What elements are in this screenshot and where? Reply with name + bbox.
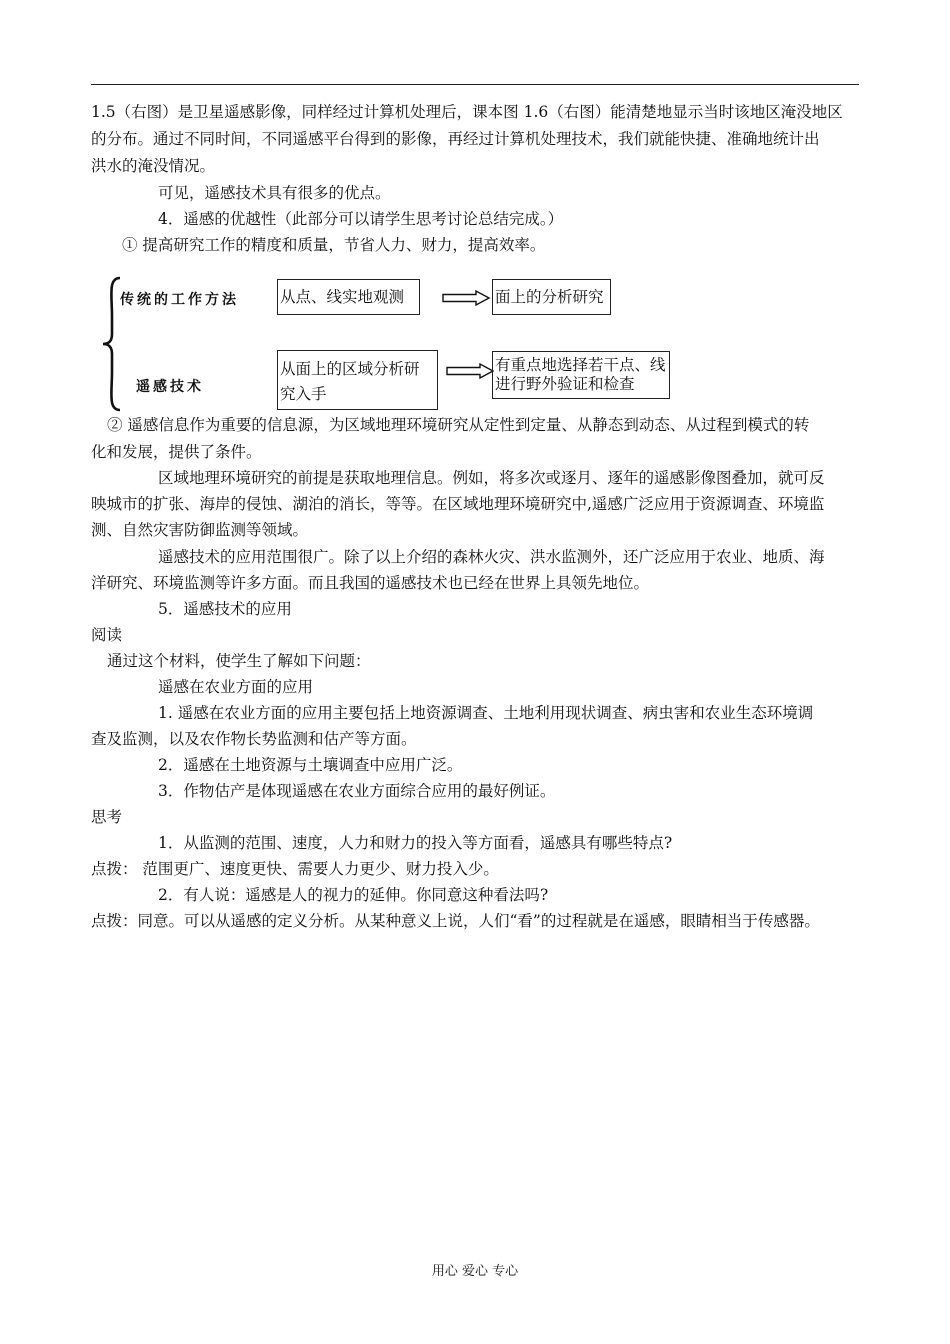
- paragraph-line: 1.5（右图）是卫星遥感影像，同样经过计算机处理后，课本图 1.6（右图）能清楚地显示当时该地区淹没地区: [91, 103, 843, 121]
- paragraph-line: 查及监测，以及农作物长势监测和估产等方面。: [91, 730, 417, 748]
- rs-step1-box: [277, 350, 438, 410]
- rs-step1-text-line1: 从面上的区域分析研: [280, 360, 420, 378]
- section-heading: 5．遥感技术的应用: [158, 600, 292, 618]
- remote-sensing-label: 遥感技术: [136, 379, 204, 395]
- subheading: 遥感在农业方面的应用: [158, 678, 314, 696]
- list-item: ② 遥感信息作为重要的信息源，为区域地理环境研究从定性到定量、从静态到动态、从过程到模式的转: [107, 416, 810, 434]
- list-item: ① 提高研究工作的精度和质量，节省人力、财力，提高效率。: [122, 236, 546, 254]
- question: 1．从监测的范围、速度，人力和财力的投入等方面看，遥感具有哪些特点?: [158, 834, 673, 852]
- paragraph-line: 的分布。通过不同时间，不同遥感平台得到的影像，再经过计算机处理技术，我们就能快捷、准确地统计出: [91, 130, 820, 148]
- header-rule: [91, 84, 859, 85]
- hint: 点拨： 范围更广、速度更快、需要人力更少、财力投入少。: [91, 860, 499, 878]
- rs-step2-text-line2: 进行野外验证和检查: [495, 375, 635, 393]
- paragraph: 通过这个材料，使学生了解如下问题：: [107, 652, 371, 670]
- paragraph-line: 区域地理环境研究的前提是获取地理信息。例如，将多次或逐月、逐年的遥感影像图叠加，就可反: [158, 469, 825, 487]
- page-footer: 用心 爱心 专心: [431, 1264, 519, 1279]
- trad-step1-box: [277, 279, 420, 315]
- paragraph: 可见，遥感技术具有很多的优点。: [158, 184, 391, 202]
- rs-step1-text-line2: 究入手: [280, 385, 327, 403]
- question: 2．有人说：遥感是人的视力的延伸。你同意这种看法吗?: [158, 886, 549, 904]
- paragraph-line: 洋研究、环境监测等许多方面。而且我国的遥感技术也已经在世界上具领先地位。: [91, 574, 650, 592]
- paragraph-line: 映城市的扩张、海岸的侵蚀、湖泊的消长，等等。在区域地理环境研究中,遥感广泛应用于资源调查、环境监: [91, 495, 825, 513]
- trad-step2-text: 面上的分析研究: [495, 288, 604, 306]
- paragraph-line: 测、自然灾害防御监测等领域。: [91, 521, 309, 539]
- trad-step1-text: 从点、线实地观测: [280, 288, 405, 306]
- trad-step2-box: [492, 279, 611, 315]
- list-item: 3．作物估产是体现遥感在农业方面综合应用的最好例证。: [158, 782, 556, 800]
- paragraph-line: 洪水的淹没情况。: [91, 157, 216, 175]
- list-item: 2．遥感在土地资源与土壤调查中应用广泛。: [158, 756, 463, 774]
- reading-label: 阅读: [91, 626, 123, 644]
- section-heading: 4．遥感的优越性（此部分可以请学生思考讨论总结完成。）: [158, 210, 564, 228]
- arrow-right-icon: [446, 363, 494, 379]
- traditional-method-label: 传统的工作方法: [120, 292, 239, 308]
- list-item: 1. 遥感在农业方面的应用主要包括上地资源调查、土地利用现状调查、病虫害和农业生态环境调: [158, 704, 814, 722]
- rs-step2-text-line1: 有重点地选择若干点、线: [495, 356, 666, 374]
- arrow-right-icon: [442, 290, 490, 306]
- rs-step2-box: [492, 351, 670, 399]
- paragraph-line: 遥感技术的应用范围很广。除了以上介绍的森林火灾、洪水监测外，还广泛应用于农业、地质、海: [158, 548, 825, 566]
- think-label: 思考: [91, 808, 123, 826]
- hint: 点拨：同意。可以从遥感的定义分析。从某种意义上说，人们“看”的过程就是在遥感，眼睛相当于传感器。: [91, 912, 820, 930]
- paragraph-line: 化和发展，提供了条件。: [91, 443, 262, 461]
